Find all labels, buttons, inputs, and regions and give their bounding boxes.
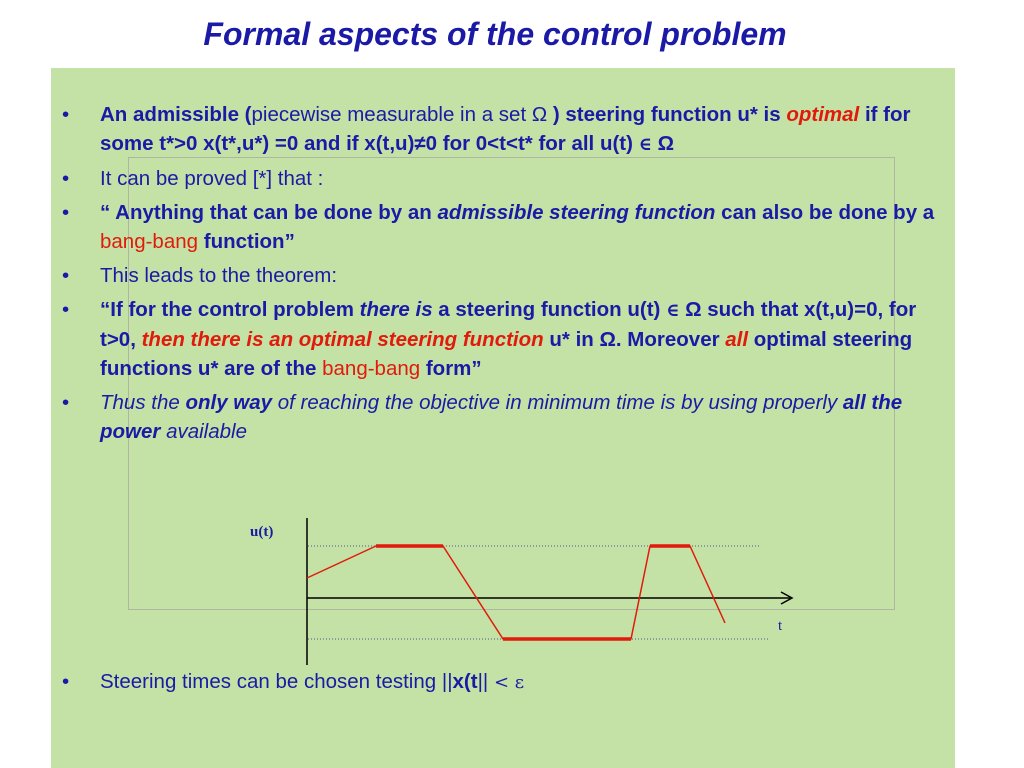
emphasis-all: all <box>725 328 749 351</box>
element-of-symbol: ∈ <box>666 300 680 321</box>
bullet-text: “ Anything that can be done by an <box>100 201 438 224</box>
emphasis-only-way: only way <box>185 391 273 414</box>
bullet-text: || <box>477 670 494 693</box>
emphasis-optimal-exists: then there is an optimal steering function <box>141 328 544 351</box>
emphasis-there-is: there is <box>359 298 433 321</box>
bullet-text: available <box>160 420 247 443</box>
bullet-text: This leads to the theorem: <box>100 264 338 287</box>
x-axis-label: t <box>778 618 783 634</box>
bullet-text: x(t <box>452 670 478 693</box>
bullet-text: Ω <box>651 132 675 155</box>
emphasis-admissible-steering: admissible steering function <box>437 201 716 224</box>
emphasis-optimal: optimal <box>786 103 860 126</box>
bullet-text: ) steering function u* is <box>552 103 787 126</box>
emphasis-all-the-power: all the power <box>100 391 903 443</box>
control-signal-curve <box>307 546 725 639</box>
element-of-symbol: ∈ <box>638 134 652 155</box>
bullet-text: form” <box>420 357 482 380</box>
bullet-text: a steering function u(t) <box>432 298 667 321</box>
bullet-text: can also be done by a <box>715 201 935 224</box>
bullet-text: of reaching the objective in minimum time is by using properly <box>272 391 843 414</box>
y-axis-label: u(t) <box>250 524 274 540</box>
emphasis-bang-bang: bang-bang <box>100 230 199 253</box>
bullet-text: It can be proved [*] that : <box>100 167 324 190</box>
bullet-text: u* in Ω. Moreover <box>543 328 726 351</box>
bullet-text: function” <box>198 230 295 253</box>
bullet-text: piecewise measurable in a set Ω <box>251 103 553 126</box>
emphasis-bang-bang-form: bang-bang <box>322 357 421 380</box>
bullet-text: Steering times can be chosen testing || <box>100 670 453 693</box>
less-than-epsilon: < ε <box>493 672 525 693</box>
slide-title: Formal aspects of the control problem <box>203 16 787 52</box>
bullet-text: An admissible ( <box>100 103 252 126</box>
bullet-steering-times <box>62 667 937 697</box>
bullet-text: Thus the <box>100 391 186 414</box>
bullet-text: optimal steering functions u* are of the <box>100 328 913 380</box>
bullet-text: if for some t*>0 x(t*,u*) =0 and if x(t,u)≠0 for 0<t<t* for all u(t) <box>100 103 911 155</box>
bullet-text: Ω such that x(t,u)=0, for t>0, <box>100 298 917 351</box>
bullet-text: “If for the control problem <box>100 298 360 321</box>
